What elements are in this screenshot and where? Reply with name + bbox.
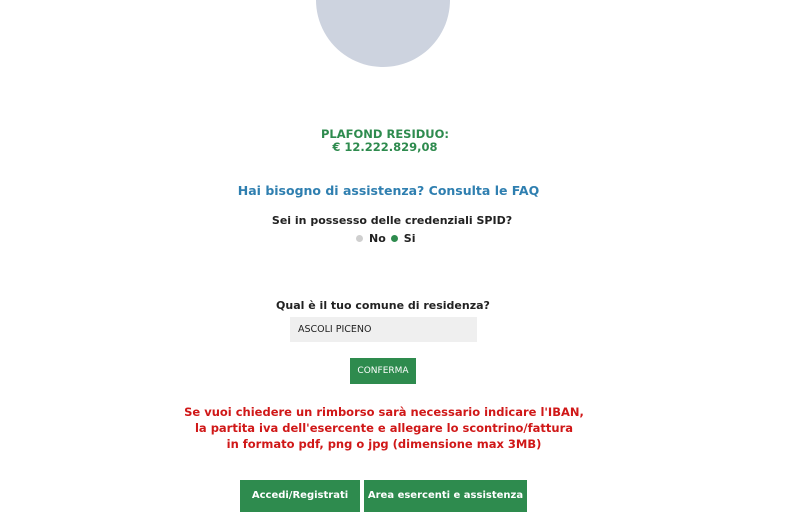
merchant-area-button[interactable]: Area esercenti e assistenza bbox=[364, 480, 527, 512]
faq-link[interactable]: Hai bisogno di assistenza? Consulta le FAQ bbox=[237, 183, 540, 198]
confirm-button[interactable]: CONFERMA bbox=[350, 358, 416, 384]
pie-svg bbox=[316, 0, 450, 67]
warning-line-3: in formato pdf, png o jpg (dimensione max 3MB) bbox=[226, 437, 542, 451]
warning-line-2: la partita iva dell'esercente e allegare lo scontrino/fattura bbox=[194, 421, 573, 435]
comune-question: Qual è il tuo comune di residenza? bbox=[276, 299, 490, 312]
plafond-pie-chart bbox=[316, 0, 450, 67]
plafond-block bbox=[0, 128, 770, 154]
spid-option-no[interactable] bbox=[356, 232, 386, 245]
plafond-label: PLAFOND RESIDUO: bbox=[321, 127, 449, 141]
spid-question: Sei in possesso delle credenziali SPID? bbox=[271, 214, 513, 227]
radio-unselected-icon bbox=[356, 235, 363, 242]
spid-option-no-label: No bbox=[369, 232, 386, 245]
spid-option-si[interactable] bbox=[391, 232, 416, 245]
spid-option-si-label: Si bbox=[403, 232, 416, 245]
pie-slice-0 bbox=[316, 0, 450, 67]
login-register-button[interactable]: Accedi/Registrati bbox=[240, 480, 360, 512]
refund-warning bbox=[0, 404, 768, 452]
radio-selected-icon bbox=[391, 235, 398, 242]
plafond-amount: € 12.222.829,08 bbox=[332, 140, 438, 154]
spid-options bbox=[356, 232, 415, 245]
warning-line-1: Se vuoi chiedere un rimborso sarà necessario indicare l'IBAN, bbox=[184, 405, 584, 419]
comune-select[interactable]: ASCOLI PICENO bbox=[290, 317, 477, 342]
